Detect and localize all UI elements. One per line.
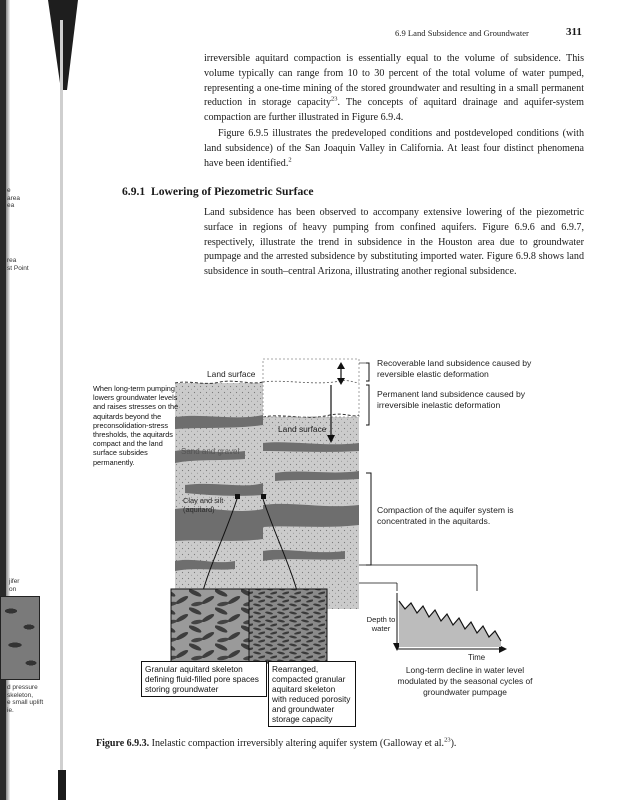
running-head: 6.9 Land Subsidence and Groundwater [395,28,529,38]
citation-superscript: 23 [444,736,451,744]
binding-spike [48,0,78,90]
facing-page-fragment-top [7,187,20,210]
aquitard-lens [275,471,359,481]
figure-6-9-3 [85,355,605,735]
body-paragraph [204,52,584,126]
depth-to-water-label: Depth to water [366,615,396,633]
fragment-line: area [7,194,21,202]
fragment-line: rea [7,257,17,264]
binding-shadow-gradient [6,0,10,800]
facing-page-fragment-image-label [9,578,19,593]
land-surface-label-left: Land surface [207,369,256,379]
body-paragraph [204,127,584,171]
clay-silt-label: Clay and silt (aquitard) [183,496,224,514]
zoom-marker [261,494,266,499]
caption-text: Inelastic compaction irreversibly altering aquifer system (Galloway et al. [151,738,445,749]
compaction-label: Compaction of the aquifer system is concentrated in the aquitards. [377,505,514,526]
figure-caption [96,738,596,749]
time-axis-label: Time [468,653,486,662]
aquitard-lens [263,504,359,527]
section-number: 6.9.1 [122,185,146,198]
caption-text: ). [450,738,457,749]
facing-page-image-fragment [0,596,40,680]
original-land-surface-line [263,381,359,383]
fragment-line: ea [7,202,15,209]
rearranged-skeleton-callout: Rearranged, compacted granular aquitard skeleton with reduced porosity and groundwater storage capacity [268,661,356,727]
granular-skeleton-panel [171,589,249,663]
fragment-line: e small uplift [7,699,44,706]
water-level-decline-label: Long-term decline in water level modulated by the seasonal cycles of groundwater pumpage [397,665,533,697]
paragraph-text: Figure 6.9.5 illustrates the predeveloped conditions and postdeveloped conditions (with land subsidence) of the San Joaquin Valley in California. At least four distinct phenomena have been identified. [204,128,584,169]
figure-left-note: When long-term pumping lowers groundwater levels and raises stresses on the aquitards beyond the preconsolidation-stress thresholds, the aquitards compact and the land surface subsides permanently. [93,384,179,467]
paragraph-text: . The concepts of aquitard drainage and aquifer-system compaction are further illustrated in Figure 6.9.4. [204,97,585,124]
arrow-head [337,378,345,385]
fragment-line: d pressure [7,684,38,691]
fragment-line: e [7,187,11,194]
land-surface-label-right: Land surface [278,424,327,434]
section-heading [122,185,314,198]
page-number: 311 [566,26,582,38]
binding-line [60,20,63,800]
bracket-permanent [366,385,369,425]
section-title: Lowering of Piezometric Surface [150,185,314,198]
facing-page-fragment-middle [7,257,29,272]
fragment-line: jifer [9,578,20,585]
figure-frame-top [263,359,359,417]
paragraph-text: irreversible aquitard compaction is essentially equal to the volume of subsidence. This volume typically can range from 10 to 30 percent of the total volume of water pumped, representing a one-time mining of the stored groundwater and resulting in a small permanent reduction in storage capacity [204,53,584,109]
bracket-recoverable [366,363,369,381]
compacted-skeleton-panel [249,589,327,663]
fragment-line: ie. [7,706,14,714]
binding-foot [58,770,66,800]
section-paragraph: Land subsidence has been observed to accompany extensive lowering of the piezometric surface in regions of heavy pumping from confined aquifers. Figure 6.9.6 and 6.9.7, respectively, illustrate the trend in subsidence in the Houston area due to groundwater pumpage and the arrested subsidence by substituting imported water. Figure 6.9.8 shows land subsidence in south–central Arizona, illustrating another regional subsidence. [204,207,584,278]
facing-page-fragment-bottom [7,684,43,714]
bracket-compaction [366,473,371,565]
sand-gravel-label: Sand and gravel [181,447,240,456]
caption-label: Figure 6.9.3. [96,738,150,749]
citation-superscript: 2 [288,156,292,164]
permanent-subsidence-label: Permanent land subsidence caused by irreversible inelastic deformation [377,389,526,410]
fragment-line: skeleton, [7,691,34,699]
fragment-line: on [9,585,17,593]
fragment-line: st Point [7,264,29,272]
recoverable-subsidence-label: Recoverable land subsidence caused by reversible elastic deformation [377,358,532,379]
citation-superscript: 23 [331,96,338,104]
arrow-head [337,362,345,369]
granular-skeleton-callout: Granular aquitard skeleton defining fluid-filled pore spaces storing groundwater [141,661,267,697]
